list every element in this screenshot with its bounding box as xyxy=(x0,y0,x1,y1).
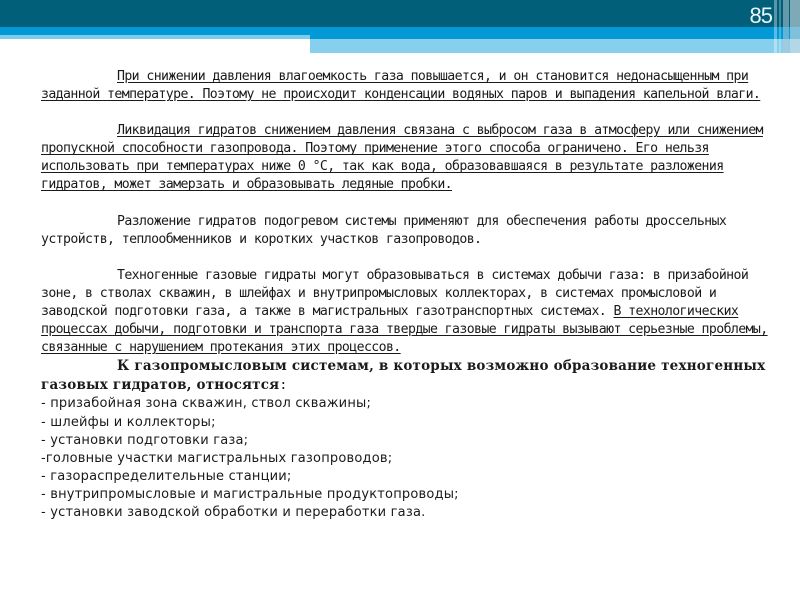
header-band-light-left xyxy=(0,35,310,39)
list-item: - газораспределительные станции; xyxy=(41,468,292,484)
header-decor-stripe xyxy=(779,0,781,53)
header-decor-stripe xyxy=(783,0,789,53)
list-item: - призабойная зона скважин, ствол скважины; xyxy=(41,396,372,412)
page-number: 85 xyxy=(749,3,772,28)
header-band-blue xyxy=(0,27,800,35)
paragraph-text-underlined: В технологических процессах добычи, подготовки и транспорта газа твердые газовые гидраты вызывают серьезные проблемы, связанные с нарушением протекания этих процессов. xyxy=(41,303,768,356)
header-band-light-right xyxy=(310,39,800,53)
list-item: - установки подготовки газа; xyxy=(41,432,249,448)
paragraph-text: Техногенные газовые гидраты могут образовываться в системах добычи газа: в призабойной зоне, в стволах скважин, в шлейфах и внутрипромысловых коллекторах, в системах промысловой и заводской подготовки газа, а также в магистральных газотранспортных системах. xyxy=(41,267,749,319)
paragraph-technogenic-hydrates xyxy=(41,267,771,357)
list-heading-colon: : xyxy=(279,378,287,394)
list-heading-text: К газопромысловым системам, в которых возможно образование техногенных газовых гидратов, относятся xyxy=(41,358,766,394)
paragraph-pressure-reduction xyxy=(41,68,771,104)
gas-systems-list xyxy=(41,395,771,522)
list-item: - шлейфы и коллекторы; xyxy=(41,414,216,430)
slide-content xyxy=(41,68,771,522)
header-decor-stripe xyxy=(774,0,777,53)
paragraph-text: Ликвидация гидратов снижением давления связана с выбросом газа в атмосферу или снижением пропускной способности газопровода. Поэтому применение этого способа ограничено. Его нельзя использовать при температурах ниже 0 °С, так как вода, образовавшаяся в результате разложения гидратов, может замерзать и образовывать ледяные пробки. xyxy=(41,123,763,193)
paragraph-heating xyxy=(41,213,771,249)
list-item: -головные участки магистральных газопроводов; xyxy=(41,450,393,466)
header-band-dark xyxy=(0,0,800,27)
list-item: - внутрипромысловые и магистральные продуктопроводы; xyxy=(41,486,459,502)
list-heading xyxy=(41,357,771,395)
paragraph-text: При снижении давления влагоемкость газа повышается, и он становится недонасыщенным при заданной температуре. Поэтому не происходит конденсации водяных паров и выпадения капельной влаги. xyxy=(41,69,761,103)
paragraph-text: Разложение гидратов подогревом системы применяют для обеспечения работы дроссельных устройств, теплообменников и коротких участков газопроводов. xyxy=(41,213,727,247)
header-decor-stripe xyxy=(790,0,800,53)
paragraph-hydrate-removal xyxy=(41,122,771,194)
list-item: - установки заводской обработки и переработки газа. xyxy=(41,504,426,520)
